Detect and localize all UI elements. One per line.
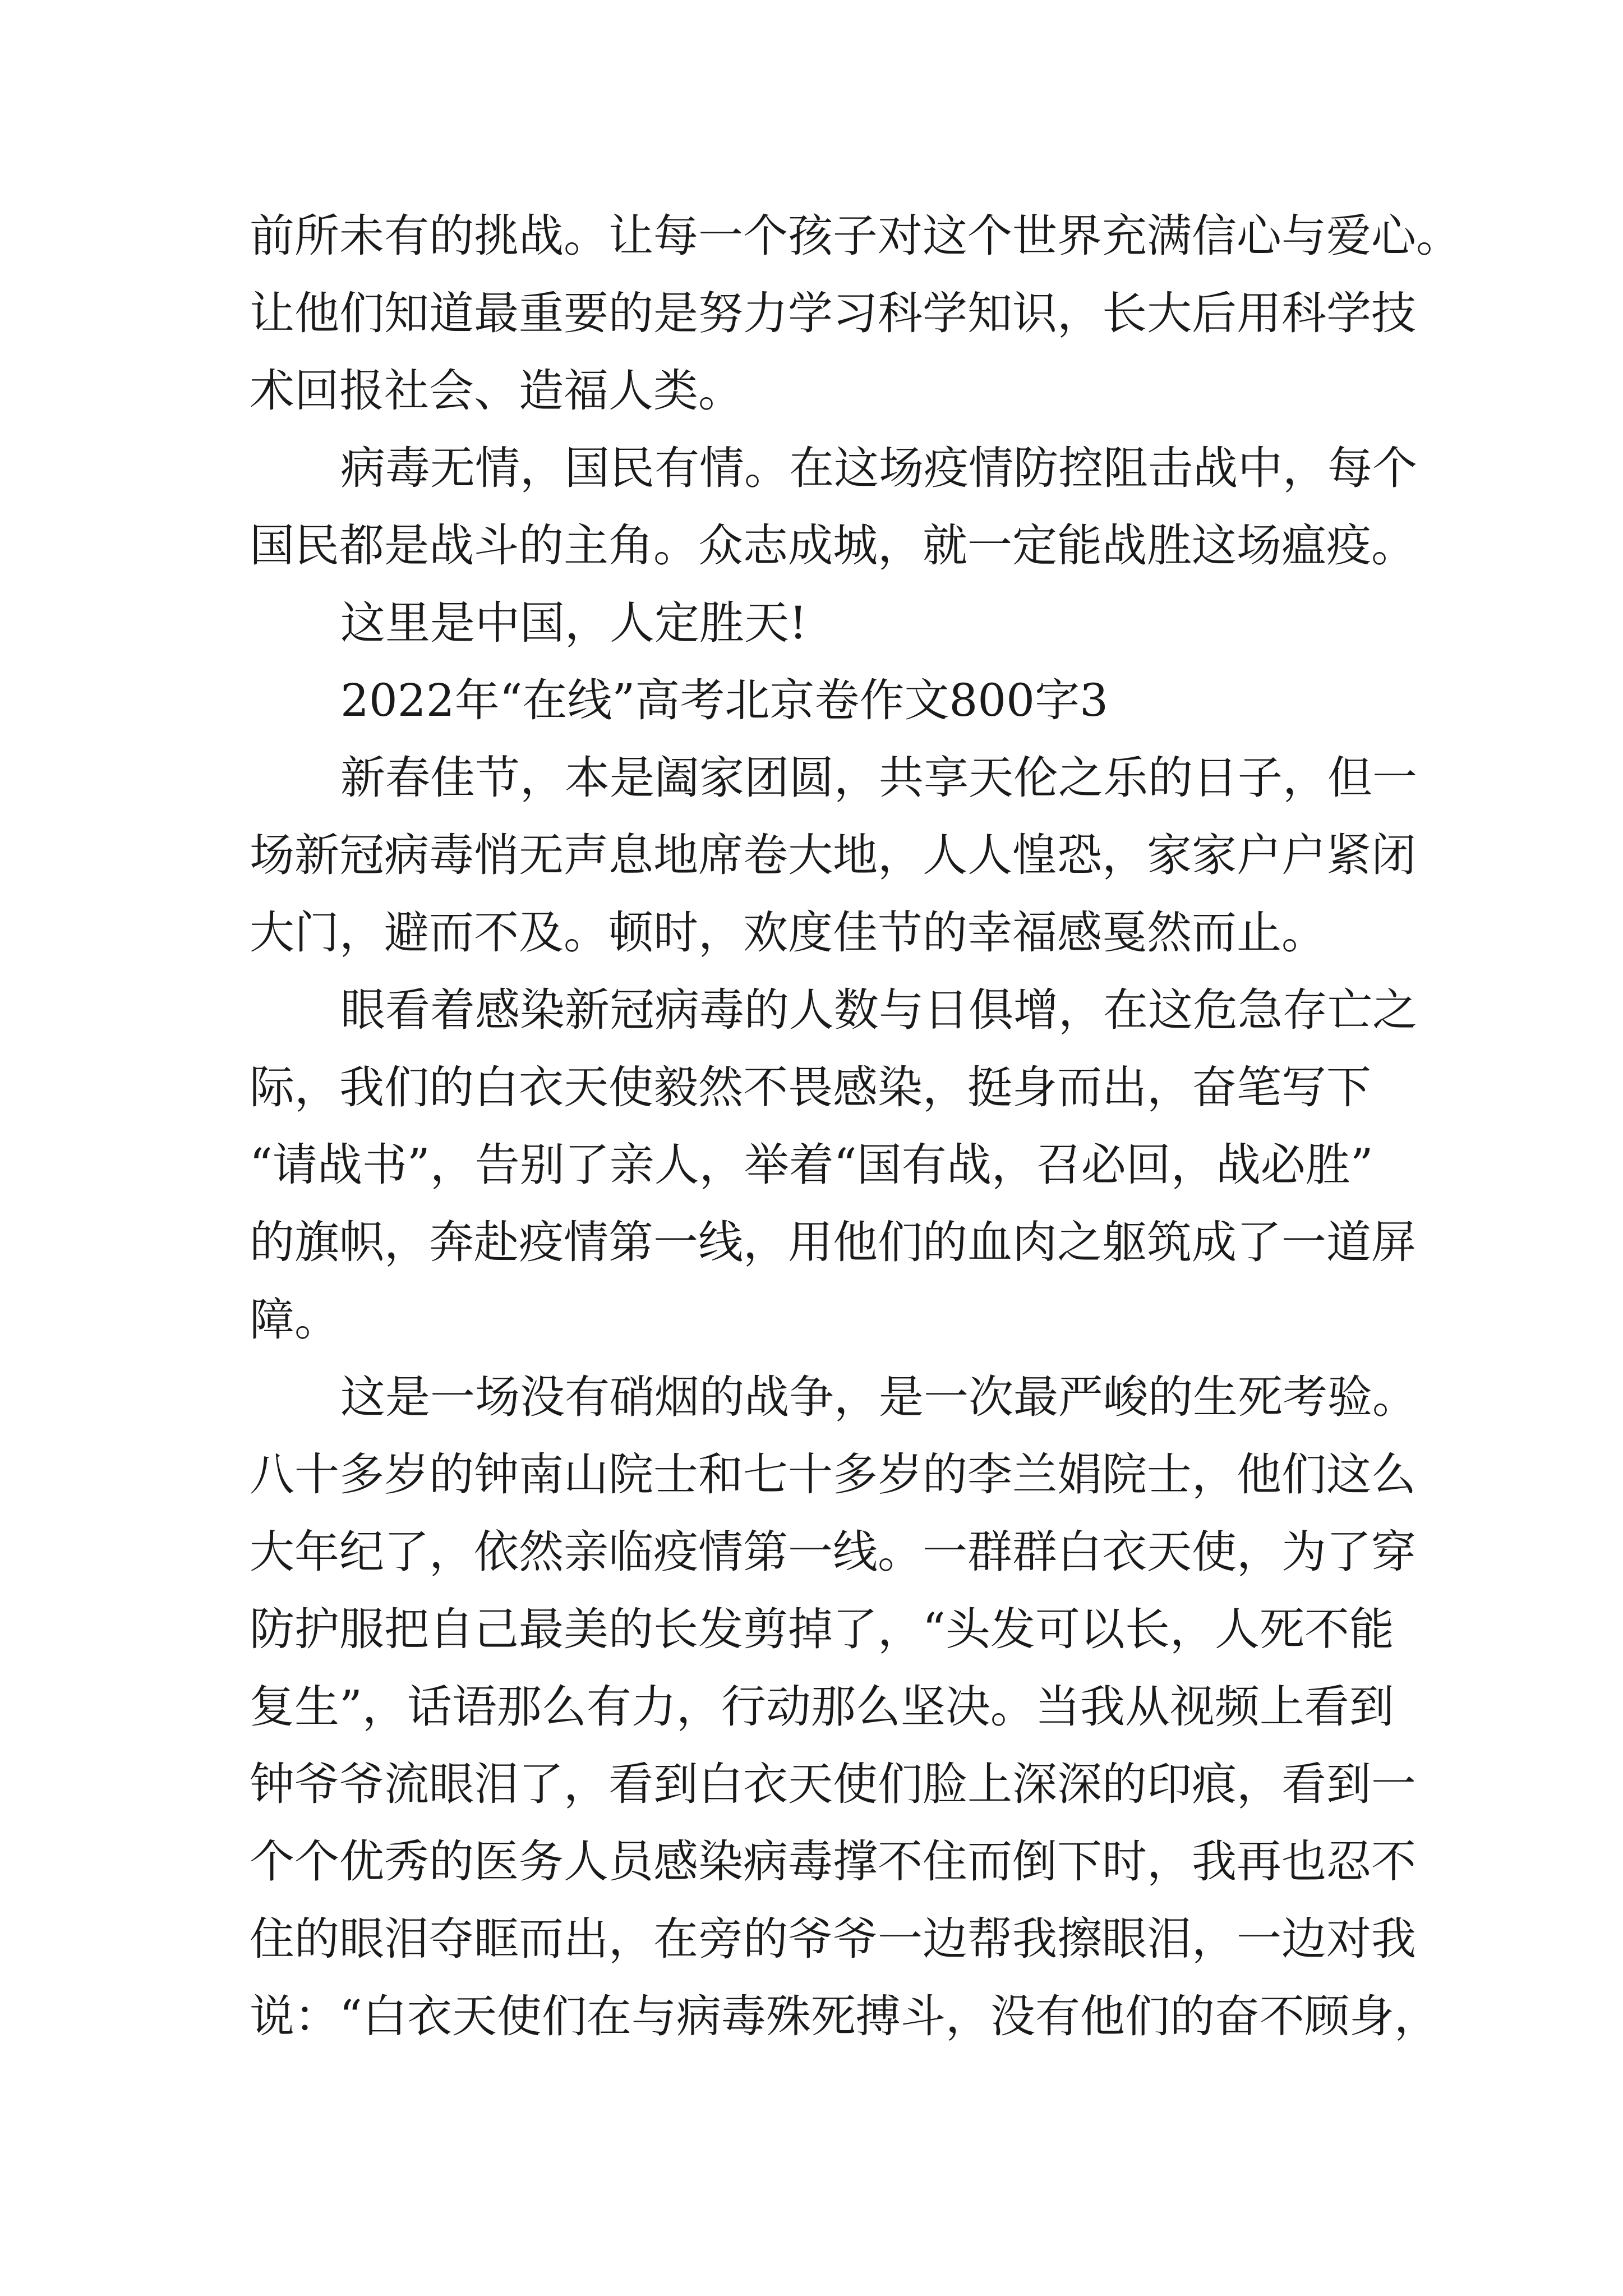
text-line: 钟爷爷流眼泪了，看到白衣天使们脸上深深的印痕，看到一 [250,1758,1416,1810]
text-line: “请战书”，告别了亲人，举着“国有战，召必回，战必胜” [250,1139,1373,1191]
text-line: 病毒无情，国民有情。在这场疫情防控阻击战中，每个 [340,442,1417,494]
text-line: 八十多岁的钟南山院士和七十多岁的李兰娟院士，他们这么 [250,1448,1416,1501]
text-line: 这是一场没有硝烟的战争，是一次最严峻的生死考验。 [340,1371,1417,1423]
text-line: 复生”，话语那么有力，行动那么坚决。当我从视频上看到 [250,1681,1394,1733]
text-line: 说：“白衣天使们在与病毒殊死搏斗，没有他们的奋不顾身， [250,1990,1439,2042]
text-line: 新春佳节，本是阖家团圆，共享天伦之乐的日子，但一 [340,752,1417,804]
text-line: 大门，避而不及。顿时，欢度佳节的幸福感戛然而止。 [250,907,1326,959]
text-line: 大年纪了，依然亲临疫情第一线。一群群白衣天使，为了穿 [250,1526,1416,1578]
document-body [250,197,1461,2055]
text-line: 个个优秀的医务人员感染病毒撑不住而倒下时，我再也忍不 [250,1835,1416,1888]
text-line: 国民都是战斗的主角。众志成城，就一定能战胜这场瘟疫。 [250,519,1416,572]
text-line: 术回报社会、造福人类。 [250,365,743,417]
text-line: 前所未有的挑战。让每一个孩子对这个世界充满信心与爱心。 [250,210,1461,262]
text-line: 障。 [250,1294,339,1346]
text-line: 住的眼泪夺眶而出，在旁的爷爷一边帮我擦眼泪，一边对我 [250,1913,1416,1965]
text-line: 场新冠病毒悄无声息地席卷大地，人人惶恐，家家户户紧闭 [250,829,1416,881]
text-line: 2022年“在线”高考北京卷作文800字3 [340,674,1108,726]
text-line: 防护服把自己最美的长发剪掉了，“头发可以长，人死不能 [250,1603,1394,1655]
text-line: 让他们知道最重要的是努力学习科学知识，长大后用科学技 [250,287,1416,339]
text-line: 的旗帜，奔赴疫情第一线，用他们的血肉之躯筑成了一道屏 [250,1216,1416,1268]
text-line: 眼看着感染新冠病毒的人数与日俱增，在这危急存亡之 [340,984,1417,1036]
text-line: 际，我们的白衣天使毅然不畏感染，挺身而出，奋笔写下 [250,1061,1371,1114]
text-line: 这里是中国，人定胜天! [340,597,808,649]
